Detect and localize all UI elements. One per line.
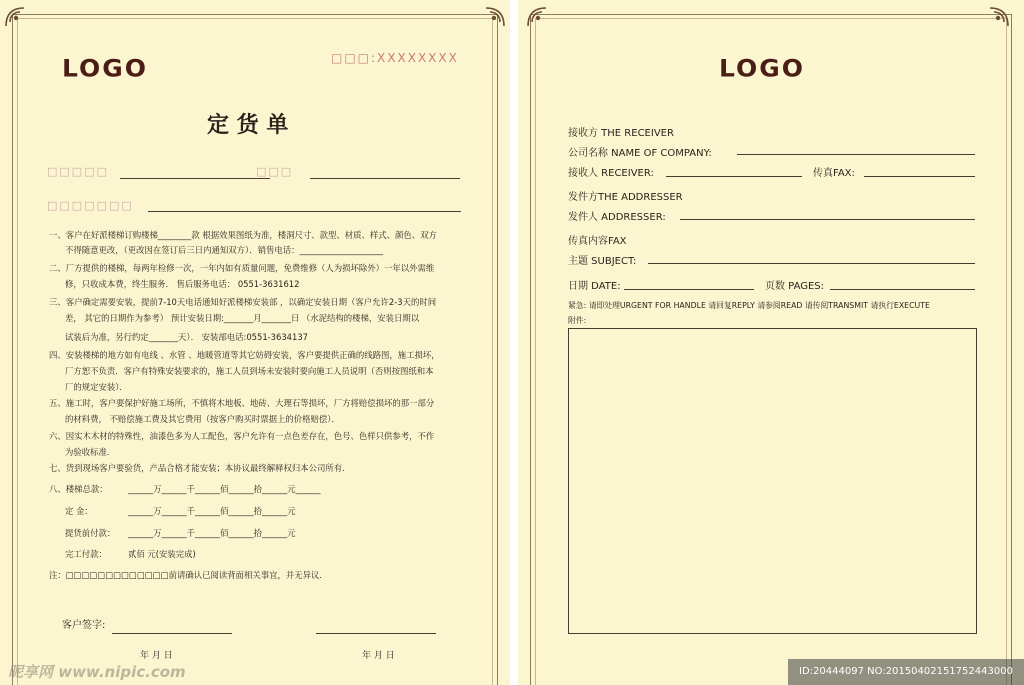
receiver-label: 接收人 RECEIVER: (568, 168, 654, 179)
signature-line-2 (316, 633, 436, 634)
total-amount: ______万______千______佰______拾______元______ (128, 484, 321, 494)
fax-content-heading: 传真内容FAX (568, 236, 627, 247)
clause-line: 三、客户确定需要安装，提前7-10天电话通知好派楼梯安装部 ，以确定安装日期（客户允许2-3天的时间 (49, 297, 437, 307)
phone-label: □□□ (256, 165, 294, 178)
fax-cover-page (518, 0, 1024, 685)
clause-line: 修，只收成本费，终生服务． 售后服务电话： 0551-3631612 (65, 279, 300, 289)
addresser-label: 发件人 ADDRESSER: (568, 212, 666, 223)
receiver-fax-label: 传真FAX: (813, 168, 855, 179)
subject-label: 主题 SUBJECT: (568, 256, 637, 267)
receiver-fax-line (864, 176, 975, 177)
customer-line (120, 178, 270, 179)
clause-line: 七、货到现场客户要验货，产品合格才能安装；本协议最终解释权归本公司所有． (49, 463, 351, 473)
date-label: 日期 DATE: (568, 281, 621, 292)
company-logo: LOGO (62, 54, 149, 83)
deposit-amount: ______万______千______佰______拾______元 (128, 506, 296, 516)
date-label: 年 月 日 (140, 651, 173, 661)
date-line (624, 289, 754, 290)
final-payment-label: 完工付款： (65, 549, 107, 559)
addresser-line (680, 219, 975, 220)
image-id-strip: ID:20444097 NO:20150402151752443000 (788, 659, 1024, 685)
prepay-amount: ______万______千______佰______拾______元 (128, 528, 296, 538)
company-logo: LOGO (719, 54, 806, 83)
subject-line (648, 263, 975, 264)
receiver-line (666, 176, 802, 177)
deposit-label: 定 金： (65, 506, 93, 516)
total-label: 八、楼梯总款： (49, 484, 108, 494)
clause-line: 的材料费， 不赔偿施工费及其它费用（按客户购买时票据上的价格赔偿）． (65, 414, 340, 424)
attachment-label: 附件: (568, 316, 587, 325)
clause-line: 为验收标准． (65, 447, 116, 457)
watermark (0, 659, 210, 685)
clause-line: 厂的规定安装）． (65, 382, 128, 392)
final-payment-amount: 贰佰 元(安装完成) (128, 549, 196, 559)
ornament-corner-icon (484, 6, 506, 28)
address-line (148, 211, 461, 212)
clause-line: 二、厂方提供的楼梯，每两年检修一次，一年内如有质量问题，免费维修（人为损坏除外）一年以外需维 (49, 263, 435, 273)
page-title: 定 货 单 (207, 113, 289, 138)
clause-line: 六、因实木木材的特殊性，油漆色多为人工配色，客户允许有一点色差存在，色号、色样只供参考，不作 (49, 431, 435, 441)
clause-line: 五、施工时，客户要保护好施工场所，不慎将木地板、地砖、大理石等损坏，厂方将赔偿损坏的那一部分 (49, 398, 435, 408)
date-label-2: 年 月 日 (362, 651, 395, 661)
receiver-heading: 接收方 THE RECEIVER (568, 128, 674, 139)
order-number: □□□:XXXXXXXX (331, 51, 459, 65)
attachment-box (568, 328, 977, 634)
company-name-line (737, 154, 975, 155)
company-name-label: 公司名称 NAME OF COMPANY: (568, 148, 712, 159)
signature-label: 客户签字: (62, 620, 106, 631)
phone-line (310, 178, 460, 179)
signature-line (112, 633, 232, 634)
address-label: □□□□□□□ (47, 199, 134, 212)
urgency-options: 紧急: 请即处理URGENT FOR HANDLE 请回复REPLY 请参阅READ 请传阅TRANSMIT 请执行EXECUTE (568, 301, 930, 310)
clause-line: 四、安装楼梯的地方如有电线 、水管 、地暖管道等其它妨碍安装，客户要提供正确的线路图，施工损坏， (49, 350, 440, 360)
pages-line (830, 289, 975, 290)
clause-line: 厂方恕不负责．客户有特殊安装要求的，施工人员到场未安装时要向施工人员说明（否则按图纸和本 (65, 366, 434, 376)
clause-line: 一、客户在好派楼梯订购楼梯________款 根据效果图纸为准，楼洞尺寸、款型、材质、样式、颜色、双方 (49, 230, 437, 240)
clause-line: 试装后为准，另行约定_______天）． 安装部电话:0551-3634137 (65, 332, 308, 342)
note: 注：□□□□□□□□□□□□□前请确认已阅读背面相关事宜，并无异议． (49, 570, 328, 580)
ornament-corner-icon (988, 6, 1010, 28)
ornament-corner-icon (4, 6, 26, 28)
order-form-page (0, 0, 510, 685)
prepay-label: 提货前付款： (65, 528, 116, 538)
customer-label: □□□□□ (47, 165, 109, 178)
clause-line: 不得随意更改，（更改因在签订后三日内通知双方）．销售电话：____________________ (65, 245, 384, 255)
addresser-heading: 发件方THE ADDRESSER (568, 192, 683, 203)
ornament-corner-icon (526, 6, 548, 28)
pages-label: 页数 PAGES: (765, 281, 825, 292)
clause-line: 差， 其它的日期作为参考） 预计安装日期:_______月_______日 （水泥结构的楼梯，安装日期以 (65, 313, 420, 323)
watermark-text: 昵享网 www.nipic.com (8, 663, 186, 681)
